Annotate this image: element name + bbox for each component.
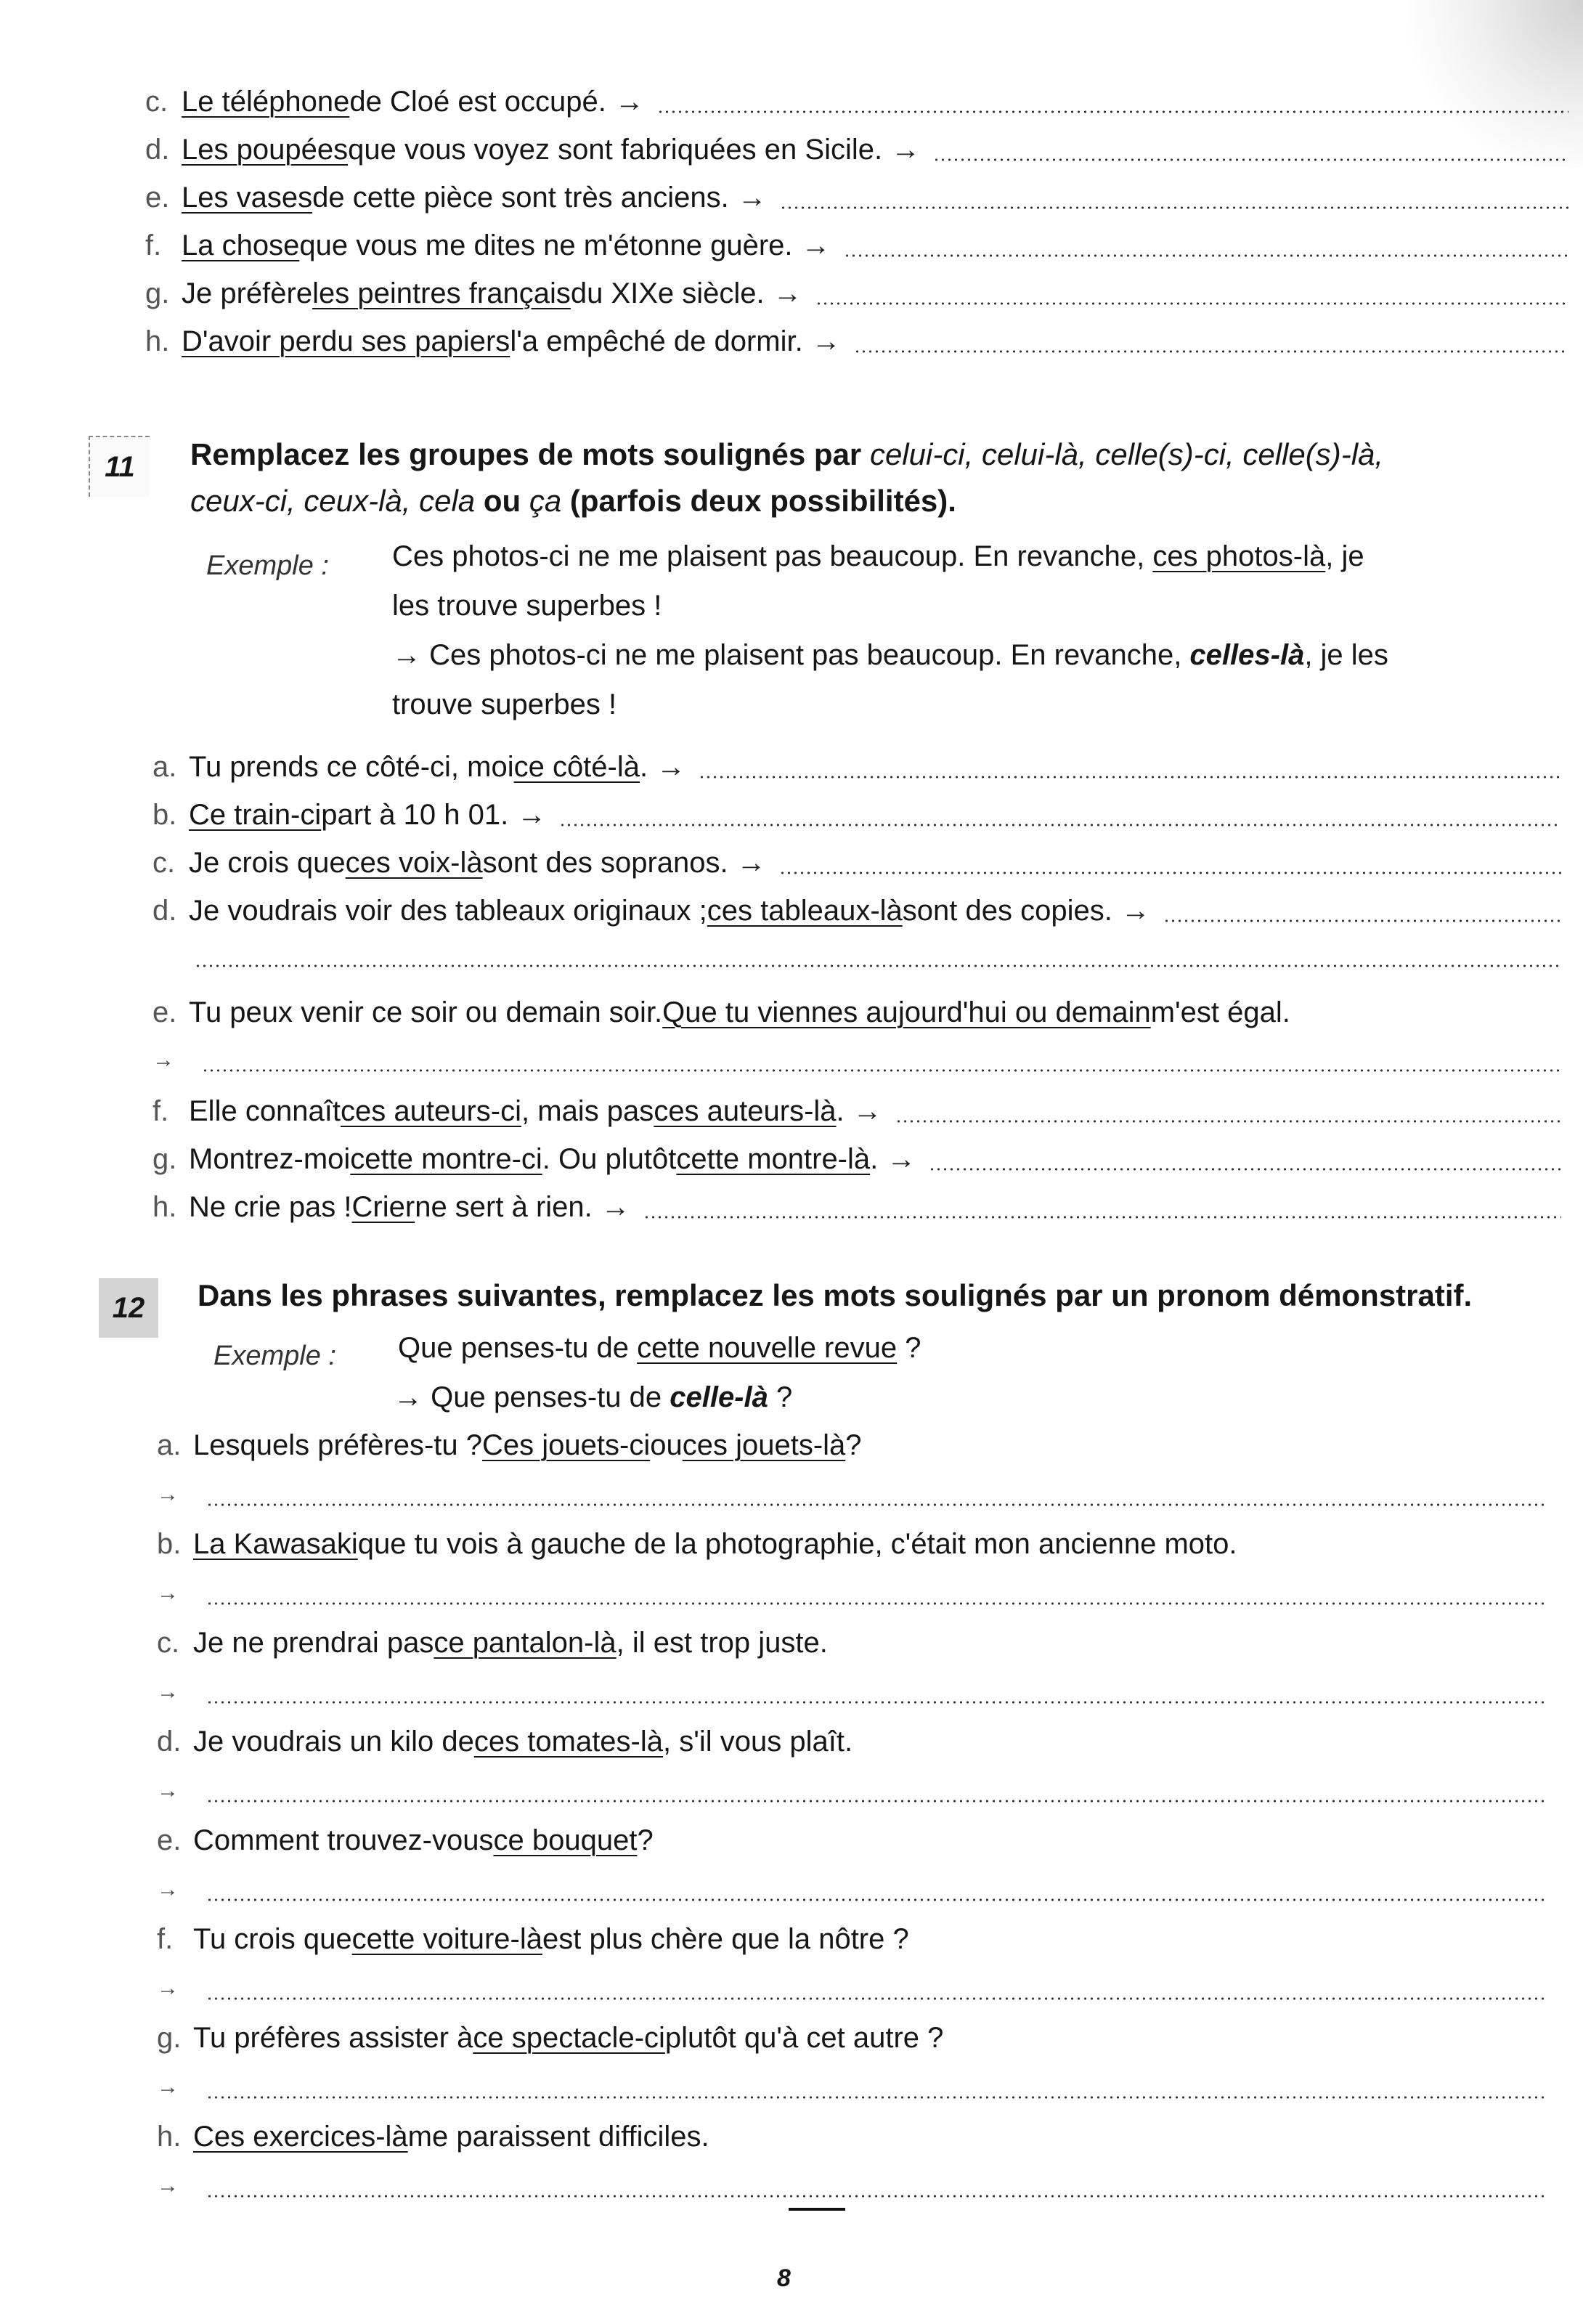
answer-line[interactable] bbox=[929, 1168, 1561, 1171]
answer-line[interactable] bbox=[854, 350, 1568, 353]
ex12-item-a-answer: → bbox=[157, 1474, 1544, 1515]
answer-line[interactable] bbox=[779, 871, 1561, 874]
ex12-item-g-answer: → bbox=[157, 2067, 1544, 2108]
answer-line[interactable] bbox=[206, 1701, 1544, 1704]
ex12-item-g: g. Tu préfères assister à ce spectacle-ci plutôt qu'à cet autre ? bbox=[157, 2022, 944, 2054]
item-h: h. D'avoir perdu ses papiers l'a empêché de dormir. → bbox=[145, 321, 1568, 362]
ex12-item-c: c. Je ne prendrai pas ce pantalon-là , il est trop juste. bbox=[157, 1627, 828, 1659]
answer-line[interactable] bbox=[206, 2195, 1544, 2198]
example-block: Que penses-tu de cette nouvelle revue ? → Que penses-tu de celle-là ? bbox=[394, 1332, 921, 1413]
answer-line[interactable] bbox=[1163, 919, 1561, 922]
item-g: g. Je préfère les peintres français du XIXe siècle. → bbox=[145, 273, 1568, 314]
page-number: 8 bbox=[777, 2264, 791, 2292]
ex11-item-d-continuation bbox=[195, 937, 1560, 978]
answer-line[interactable] bbox=[643, 1216, 1561, 1219]
ex11-item-b: b. Ce train-ci part à 10 h 01. → bbox=[152, 795, 1561, 835]
example-label: Exemple : bbox=[206, 550, 329, 581]
answer-line[interactable] bbox=[206, 1503, 1544, 1506]
answer-line[interactable] bbox=[202, 1069, 1561, 1072]
answer-line[interactable] bbox=[206, 1800, 1544, 1803]
ex12-item-h: h. Ces exercices-là me paraissent difficiles. bbox=[157, 2121, 709, 2153]
ex12-item-e: e. Comment trouvez-vous ce bouquet ? bbox=[157, 1824, 654, 1856]
exercise-11-instruction: Remplacez les groupes de mots soulignés par celui-ci, celui-là, celle(s)-ci, celle(s)-là, ceux-ci, ceux-là, cela ou ça (parfois deux possibilités). bbox=[190, 437, 1384, 518]
ex11-item-c: c. Je crois que ces voix-là sont des sopranos. → bbox=[152, 842, 1561, 883]
ex12-item-b: b. La Kawasaki que tu vois à gauche de la photographie, c'était mon ancienne moto. bbox=[157, 1528, 1237, 1560]
example-label: Exemple : bbox=[213, 1341, 336, 1371]
ex12-item-h-answer: → bbox=[157, 2166, 1544, 2206]
ex12-item-e-answer: → bbox=[157, 1869, 1544, 1910]
example-block: Ces photos-ci ne me plaisent pas beaucoup. En revanche, ces photos-là, je les trouve superbes ! → Ces photos-ci ne me plaisent pas beaucoup. En revanche, celles-là, je les trouve superbes ! bbox=[392, 540, 1388, 720]
exercise-12-instruction: Dans les phrases suivantes, remplacez les mots soulignés par un pronom démonstratif. bbox=[198, 1278, 1473, 1312]
ex12-item-f: f. Tu crois que cette voiture-là est plus chère que la nôtre ? bbox=[157, 1923, 909, 1955]
answer-line[interactable] bbox=[699, 776, 1561, 779]
item-f: f. La chose que vous me dites ne m'étonne guère. → bbox=[145, 225, 1568, 266]
answer-line[interactable] bbox=[780, 206, 1568, 209]
ex11-item-e: e. Tu peux venir ce soir ou demain soir. Que tu viennes aujourd'hui ou demain m'est égal. bbox=[152, 996, 1290, 1028]
ex12-item-d-answer: → bbox=[157, 1771, 1544, 1811]
answer-line[interactable] bbox=[206, 1997, 1544, 2000]
ex12-item-b-answer: → bbox=[157, 1573, 1544, 1614]
ex12-item-a: a. Lesquels préfères-tu ? Ces jouets-ci ou ces jouets-là ? bbox=[157, 1429, 862, 1461]
exercise-number: 12 bbox=[99, 1278, 158, 1338]
answer-line[interactable] bbox=[657, 110, 1568, 113]
ex12-item-f-answer: → bbox=[157, 1968, 1544, 2009]
answer-line[interactable] bbox=[206, 1602, 1544, 1605]
item-c: c. Le téléphone de Cloé est occupé. → bbox=[145, 81, 1568, 122]
ex11-item-e-answer: → bbox=[152, 1040, 1561, 1081]
answer-line[interactable] bbox=[844, 254, 1568, 257]
answer-line[interactable] bbox=[206, 1898, 1544, 1901]
exercise-number: 11 bbox=[89, 436, 150, 497]
answer-line[interactable] bbox=[559, 824, 1561, 826]
ex12-item-d: d. Je voudrais un kilo de ces tomates-là , s'il vous plaît. bbox=[157, 1726, 853, 1758]
ex11-item-h: h. Ne crie pas ! Crier ne sert à rien. → bbox=[152, 1187, 1561, 1227]
ex11-item-d: d. Je voudrais voir des tableaux originaux ; ces tableaux-là sont des copies. → bbox=[152, 890, 1561, 931]
answer-line[interactable] bbox=[895, 1120, 1561, 1123]
answer-line[interactable] bbox=[933, 158, 1568, 161]
ex11-item-a: a. Tu prends ce côté-ci, moi ce côté-là . → bbox=[152, 747, 1561, 787]
item-d: d. Les poupées que vous voyez sont fabriquées en Sicile. → bbox=[145, 129, 1568, 170]
ex11-item-g: g. Montrez-moi cette montre-ci . Ou plutôt cette montre-là . → bbox=[152, 1139, 1561, 1179]
answer-line[interactable] bbox=[195, 964, 1560, 967]
ex12-item-c-answer: → bbox=[157, 1672, 1544, 1712]
ex11-item-f: f. Elle connaît ces auteurs-ci , mais pas ces auteurs-là . → bbox=[152, 1091, 1561, 1131]
page-number-rule bbox=[789, 2208, 845, 2211]
answer-line[interactable] bbox=[815, 302, 1568, 305]
item-e: e. Les vases de cette pièce sont très anciens. → bbox=[145, 177, 1568, 218]
answer-line[interactable] bbox=[206, 2096, 1544, 2099]
